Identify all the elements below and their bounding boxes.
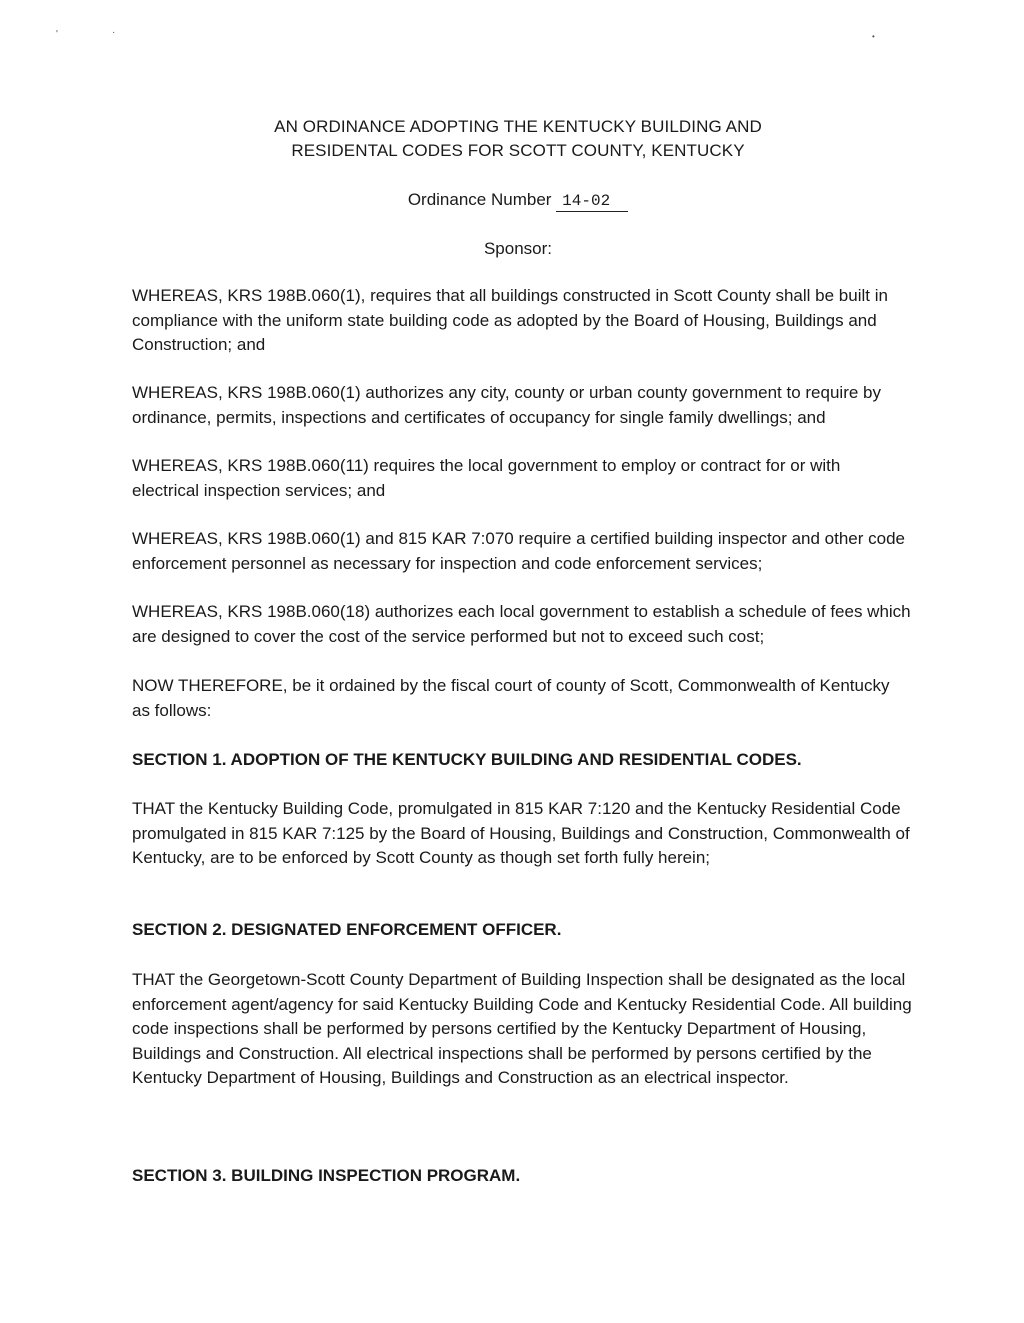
document-title xyxy=(132,115,904,163)
sponsor-label: Sponsor: xyxy=(483,239,553,258)
section-2-heading: SECTION 2. DESIGNATED ENFORCEMENT OFFICER. xyxy=(132,920,562,939)
ordinance-number-line xyxy=(132,188,904,212)
whereas-clause-1: WHEREAS, KRS 198B.060(1), requires that all buildings constructed in Scott County shall be built in compliance with the uniform state building code as adopted by the Board of Housing, Buildings and Construction; and xyxy=(132,286,888,354)
now-therefore-clause: NOW THEREFORE, be it ordained by the fiscal court of county of Scott, Commonwealth of Kentucky as follows: xyxy=(132,676,890,720)
title-line-1: AN ORDINANCE ADOPTING THE KENTUCKY BUILDING AND xyxy=(274,117,762,136)
ordinance-number-label: Ordinance Number xyxy=(407,190,552,209)
sponsor-line xyxy=(132,237,904,261)
scan-mark: · xyxy=(112,27,116,38)
title-line-2: RESIDENTAL CODES FOR SCOTT COUNTY, KENTUCKY xyxy=(291,141,745,160)
whereas-clause-3: WHEREAS, KRS 198B.060(11) requires the local government to employ or contract for or with electrical inspection services; and xyxy=(132,456,841,500)
ordinance-number-value: 14-02 xyxy=(556,191,628,212)
whereas-clause-2: WHEREAS, KRS 198B.060(1) authorizes any city, county or urban county government to require by ordinance, permits, inspections and certificates of occupancy for single family dwellings; and xyxy=(132,383,881,427)
whereas-clause-4: WHEREAS, KRS 198B.060(1) and 815 KAR 7:070 require a certified building inspector and other code enforcement personnel as necessary for inspection and code enforcement services; xyxy=(132,529,906,573)
scan-mark: • xyxy=(872,32,875,41)
whereas-clause-5: WHEREAS, KRS 198B.060(18) authorizes each local government to establish a schedule of fees which are designed to cover the cost of the service performed but not to exceed such cost; xyxy=(132,602,911,646)
scan-mark: ' xyxy=(56,29,58,40)
section-1-heading: SECTION 1. ADOPTION OF THE KENTUCKY BUILDING AND RESIDENTIAL CODES. xyxy=(132,750,802,769)
section-1-body: THAT the Kentucky Building Code, promulgated in 815 KAR 7:120 and the Kentucky Residential Code promulgated in 815 KAR 7:125 by the Board of Housing, Buildings and Construction, Commonwealth of Kentucky, are to be enforced by Scott County as though set forth fully herein; xyxy=(132,799,910,867)
section-2-body: THAT the Georgetown-Scott County Department of Building Inspection shall be designated as the local enforcement agent/agency for said Kentucky Building Code and Kentucky Residential Code. All building code inspections shall be performed by persons certified by the Kentucky Department of Housing, Buildings and Construction. All electrical inspections shall be performed by persons certified by the Kentucky Department of Housing, Buildings and Construction as an electrical inspector. xyxy=(132,970,912,1087)
section-3-heading: SECTION 3. BUILDING INSPECTION PROGRAM. xyxy=(132,1166,521,1185)
